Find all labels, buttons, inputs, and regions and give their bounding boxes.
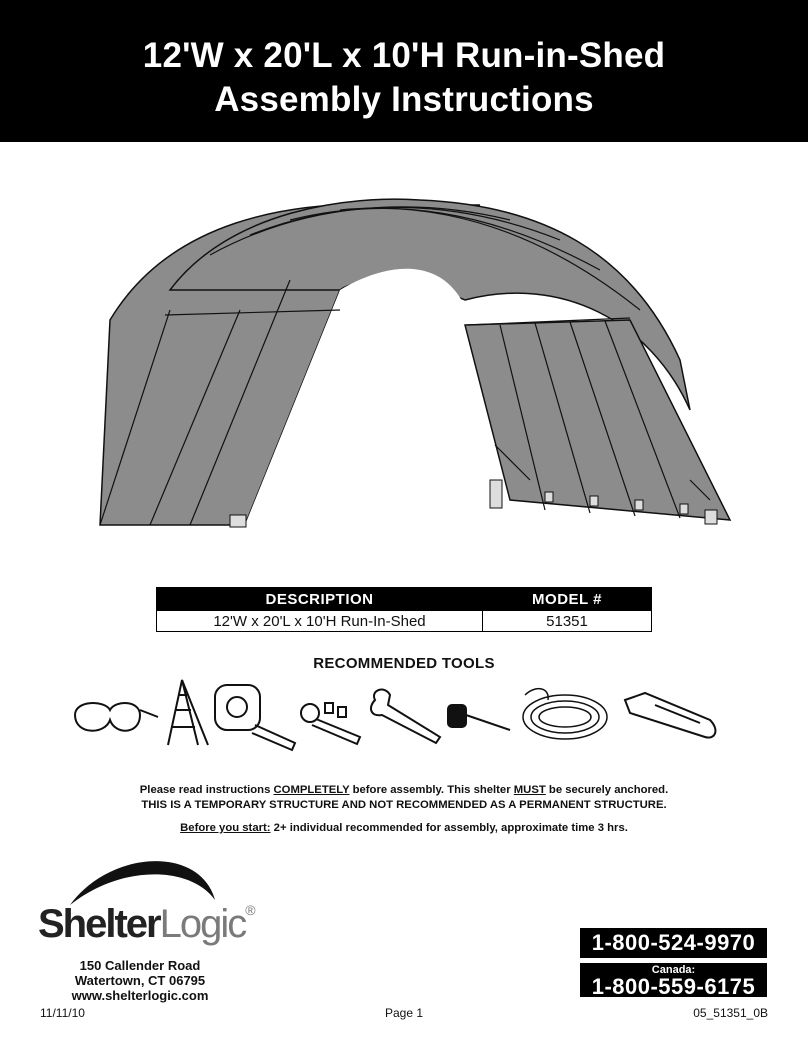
registered-mark: ®: [245, 902, 254, 918]
model-number-header: MODEL #: [483, 588, 652, 611]
model-number-cell: 51351: [483, 611, 652, 632]
rubber-mallet-icon: [448, 705, 510, 730]
canada-label: Canada:: [651, 964, 696, 976]
socket-wrench-icon: [301, 703, 360, 744]
note-text: be securely anchored.: [545, 784, 669, 796]
title-banner: [0, 0, 808, 142]
note-text: Please read instructions: [139, 784, 274, 796]
instruction-note-3: [0, 822, 808, 834]
company-address: [40, 958, 240, 1003]
safety-glasses-icon: [75, 703, 158, 731]
note-text: 2+ individual recommended for assembly, approximate time 3 hrs.: [270, 822, 628, 834]
utility-knife-icon: [625, 693, 715, 738]
brand-logo-text: [38, 902, 254, 947]
before-you-start-label: Before you start:: [180, 822, 271, 834]
shed-illustration: [90, 180, 740, 540]
instruction-note-2: THIS IS A TEMPORARY STRUCTURE AND NOT RECOMMENDED AS A PERMANENT STRUCTURE.: [141, 799, 667, 811]
tape-measure-icon: [215, 685, 295, 750]
note-emphasis-must: MUST: [513, 784, 546, 796]
footer-date: 11/11/10: [40, 1006, 85, 1020]
address-line-2: Watertown, CT 06795: [74, 973, 206, 988]
adjustable-wrench-icon: [371, 690, 440, 743]
address-line-1: 150 Callender Road: [79, 958, 201, 973]
instruction-note-1: [0, 784, 808, 796]
brand-name-logic: Logic: [159, 902, 246, 946]
model-table: [156, 587, 652, 632]
phone-us: 1-800-524-9970: [580, 928, 767, 958]
description-header: DESCRIPTION: [157, 588, 483, 611]
footer-document-code: 05_51351_0B: [693, 1006, 768, 1020]
phone-canada-box: [580, 963, 767, 997]
model-table-header: [157, 588, 652, 611]
table-row: [157, 611, 652, 632]
phone-canada: 1-800-559-6175: [591, 974, 756, 999]
note-emphasis-completely: COMPLETELY: [273, 784, 350, 796]
note-text: before assembly. This shelter: [349, 784, 514, 796]
website-link[interactable]: www.shelterlogic.com: [71, 988, 209, 1003]
footer-page-number: Page 1: [384, 1006, 424, 1020]
title-line-2: Assembly Instructions: [214, 80, 594, 119]
description-cell: 12'W x 20'L x 10'H Run-In-Shed: [157, 611, 483, 632]
step-ladder-icon: [168, 680, 208, 745]
title-line-1: 12'W x 20'L x 10'H Run-in-Shed: [142, 36, 666, 75]
brand-name-shelter: Shelter: [38, 902, 160, 946]
tools-illustration: [70, 675, 740, 760]
recommended-tools-title: RECOMMENDED TOOLS: [313, 655, 495, 672]
rope-icon: [523, 689, 607, 739]
